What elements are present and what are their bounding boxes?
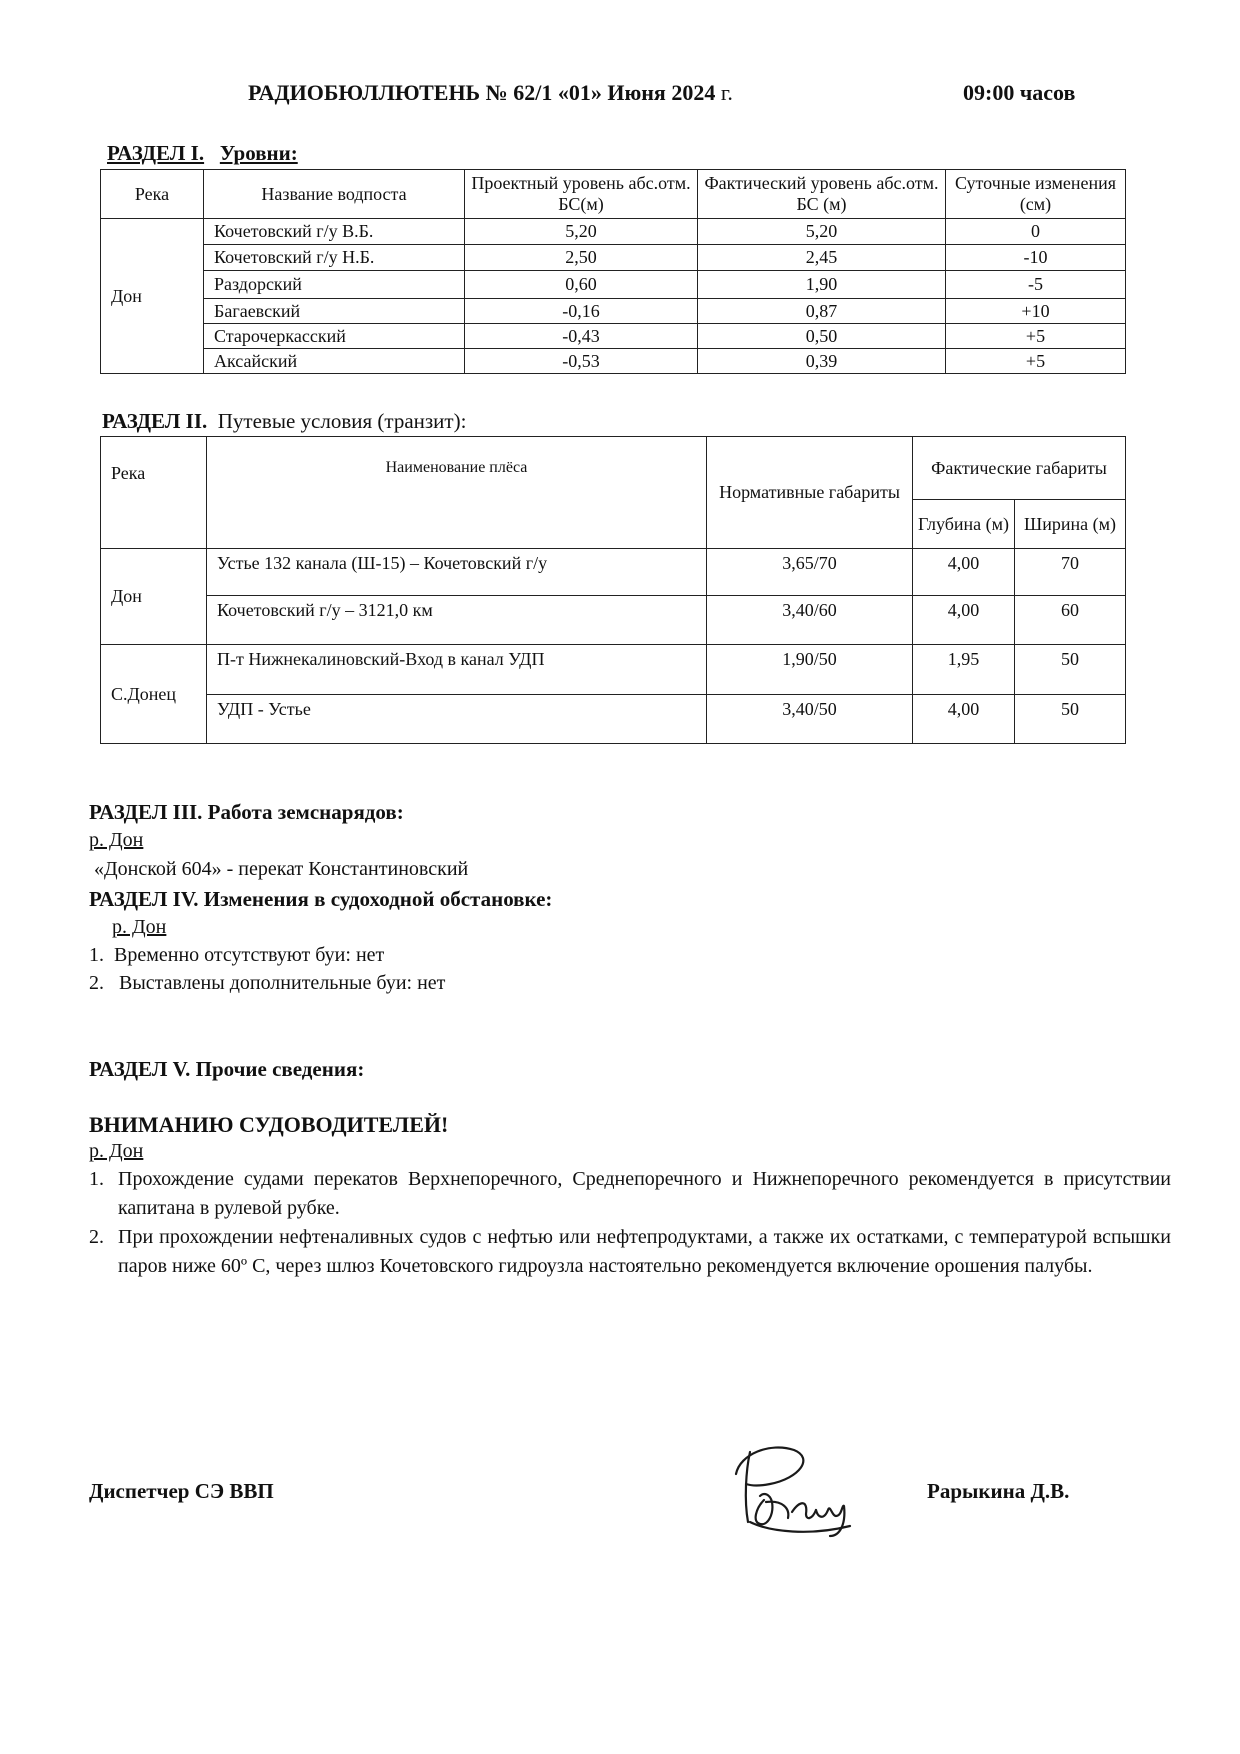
transit-col-reach: Наименование плёса <box>207 437 707 549</box>
attention-river: р. Дон <box>89 1140 144 1162</box>
signature-image <box>730 1440 890 1540</box>
project-level: -0,43 <box>465 324 698 349</box>
actual-level: 0,50 <box>698 324 946 349</box>
actual-level: 5,20 <box>698 219 946 245</box>
post-name: Аксайский <box>204 349 465 374</box>
section-5-heading: РАЗДЕЛ V. Прочие сведения: <box>89 1057 365 1081</box>
depth-value: 4,00 <box>913 695 1015 744</box>
table-row <box>101 245 1126 271</box>
dredger-item: «Донской 604» - перекат Константиновский <box>94 858 469 880</box>
levels-table <box>100 169 1126 374</box>
list-item: 1. Временно отсутствуют буи: нет <box>89 944 385 966</box>
section-1-heading: РАЗДЕЛ I. Уровни: <box>107 141 298 165</box>
section-4-river: р. Дон <box>112 916 167 938</box>
section-4-heading: РАЗДЕЛ IV. Изменения в судоходной обстановке: <box>89 887 553 911</box>
levels-header-row <box>101 170 1126 219</box>
table-row <box>101 349 1126 374</box>
table-row <box>101 645 1126 695</box>
post-name: Кочетовский г/у В.Б. <box>204 219 465 245</box>
project-level: -0,53 <box>465 349 698 374</box>
actual-level: 0,39 <box>698 349 946 374</box>
levels-river-cell: Дон <box>101 219 204 374</box>
attention-item-1: 1. Прохождение судами перекатов Верхнепоречного, Среднепоречного и Нижнепоречного рекомендуется в присутствии капитана в рулевой рубке. <box>89 1168 1171 1219</box>
width-value: 50 <box>1015 695 1126 744</box>
project-level: 2,50 <box>465 245 698 271</box>
width-value: 60 <box>1015 596 1126 645</box>
actual-level: 2,45 <box>698 245 946 271</box>
table-row <box>101 271 1126 299</box>
norm-dims: 3,65/70 <box>707 549 913 596</box>
transit-col-norm: Нормативные габариты <box>707 437 913 549</box>
section-2-heading: РАЗДЕЛ II. Путевые условия (транзит): <box>102 409 467 433</box>
project-level: 0,60 <box>465 271 698 299</box>
depth-value: 4,00 <box>913 596 1015 645</box>
list-item: 2. Выставлены дополнительные буи: нет <box>89 972 446 994</box>
transit-river-cell: С.Донец <box>101 645 207 744</box>
depth-value: 1,95 <box>913 645 1015 695</box>
daily-change: -10 <box>946 245 1126 271</box>
actual-level: 0,87 <box>698 299 946 324</box>
transit-river-cell: Дон <box>101 549 207 645</box>
post-name: Кочетовский г/у Н.Б. <box>204 245 465 271</box>
daily-change: +5 <box>946 324 1126 349</box>
project-level: -0,16 <box>465 299 698 324</box>
width-value: 70 <box>1015 549 1126 596</box>
levels-col-post: Название водпоста <box>204 170 465 219</box>
width-value: 50 <box>1015 645 1126 695</box>
post-name: Раздорский <box>204 271 465 299</box>
daily-change: +10 <box>946 299 1126 324</box>
post-name: Старочеркасский <box>204 324 465 349</box>
levels-col-river: Река <box>101 170 204 219</box>
levels-col-actual: Фактический уровень абс.отм. БС (м) <box>698 170 946 219</box>
transit-col-depth: Глубина (м) <box>913 500 1015 549</box>
section-3-heading: РАЗДЕЛ III. Работа земснарядов: <box>89 800 404 824</box>
levels-col-change: Суточные изменения (см) <box>946 170 1126 219</box>
daily-change: -5 <box>946 271 1126 299</box>
attention-item-2: 2. При прохождении нефтеналивных судов с нефтью или нефтепродуктами, а также их остатками, с температурой вспышки паров ниже 60º С, через шлюз Кочетовского гидроузла настоятельно рекомендуется включение орошения палубы. <box>89 1226 1171 1277</box>
table-row <box>101 324 1126 349</box>
table-row <box>101 299 1126 324</box>
table-row <box>101 219 1126 245</box>
table-row <box>101 596 1126 645</box>
bulletin-title: РАДИОБЮЛЛЮТЕНЬ № 62/1 «01» Июня 2024 г. <box>248 80 733 105</box>
transit-table <box>100 436 1126 744</box>
dispatcher-name: Рарыкина Д.В. <box>927 1479 1070 1503</box>
transit-header-row <box>101 437 1126 500</box>
daily-change: 0 <box>946 219 1126 245</box>
reach-name: УДП - Устье <box>207 695 707 744</box>
depth-value: 4,00 <box>913 549 1015 596</box>
levels-col-project: Проектный уровень абс.отм. БС(м) <box>465 170 698 219</box>
norm-dims: 3,40/50 <box>707 695 913 744</box>
section-3-river: р. Дон <box>89 829 144 851</box>
attention-heading: ВНИМАНИЮ СУДОВОДИТЕЛЕЙ! <box>89 1112 449 1137</box>
bulletin-time: 09:00 часов <box>963 80 1076 105</box>
table-row <box>101 549 1126 596</box>
actual-level: 1,90 <box>698 271 946 299</box>
table-row <box>101 695 1126 744</box>
post-name: Багаевский <box>204 299 465 324</box>
project-level: 5,20 <box>465 219 698 245</box>
dispatcher-position: Диспетчер СЭ ВВП <box>89 1479 274 1503</box>
norm-dims: 3,40/60 <box>707 596 913 645</box>
transit-col-width: Ширина (м) <box>1015 500 1126 549</box>
transit-col-actual: Фактические габариты <box>913 437 1126 500</box>
reach-name: Кочетовский г/у – 3121,0 км <box>207 596 707 645</box>
reach-name: П-т Нижнекалиновский-Вход в канал УДП <box>207 645 707 695</box>
norm-dims: 1,90/50 <box>707 645 913 695</box>
reach-name: Устье 132 канала (Ш-15) – Кочетовский г/у <box>207 549 707 596</box>
transit-col-river: Река <box>101 437 207 549</box>
daily-change: +5 <box>946 349 1126 374</box>
